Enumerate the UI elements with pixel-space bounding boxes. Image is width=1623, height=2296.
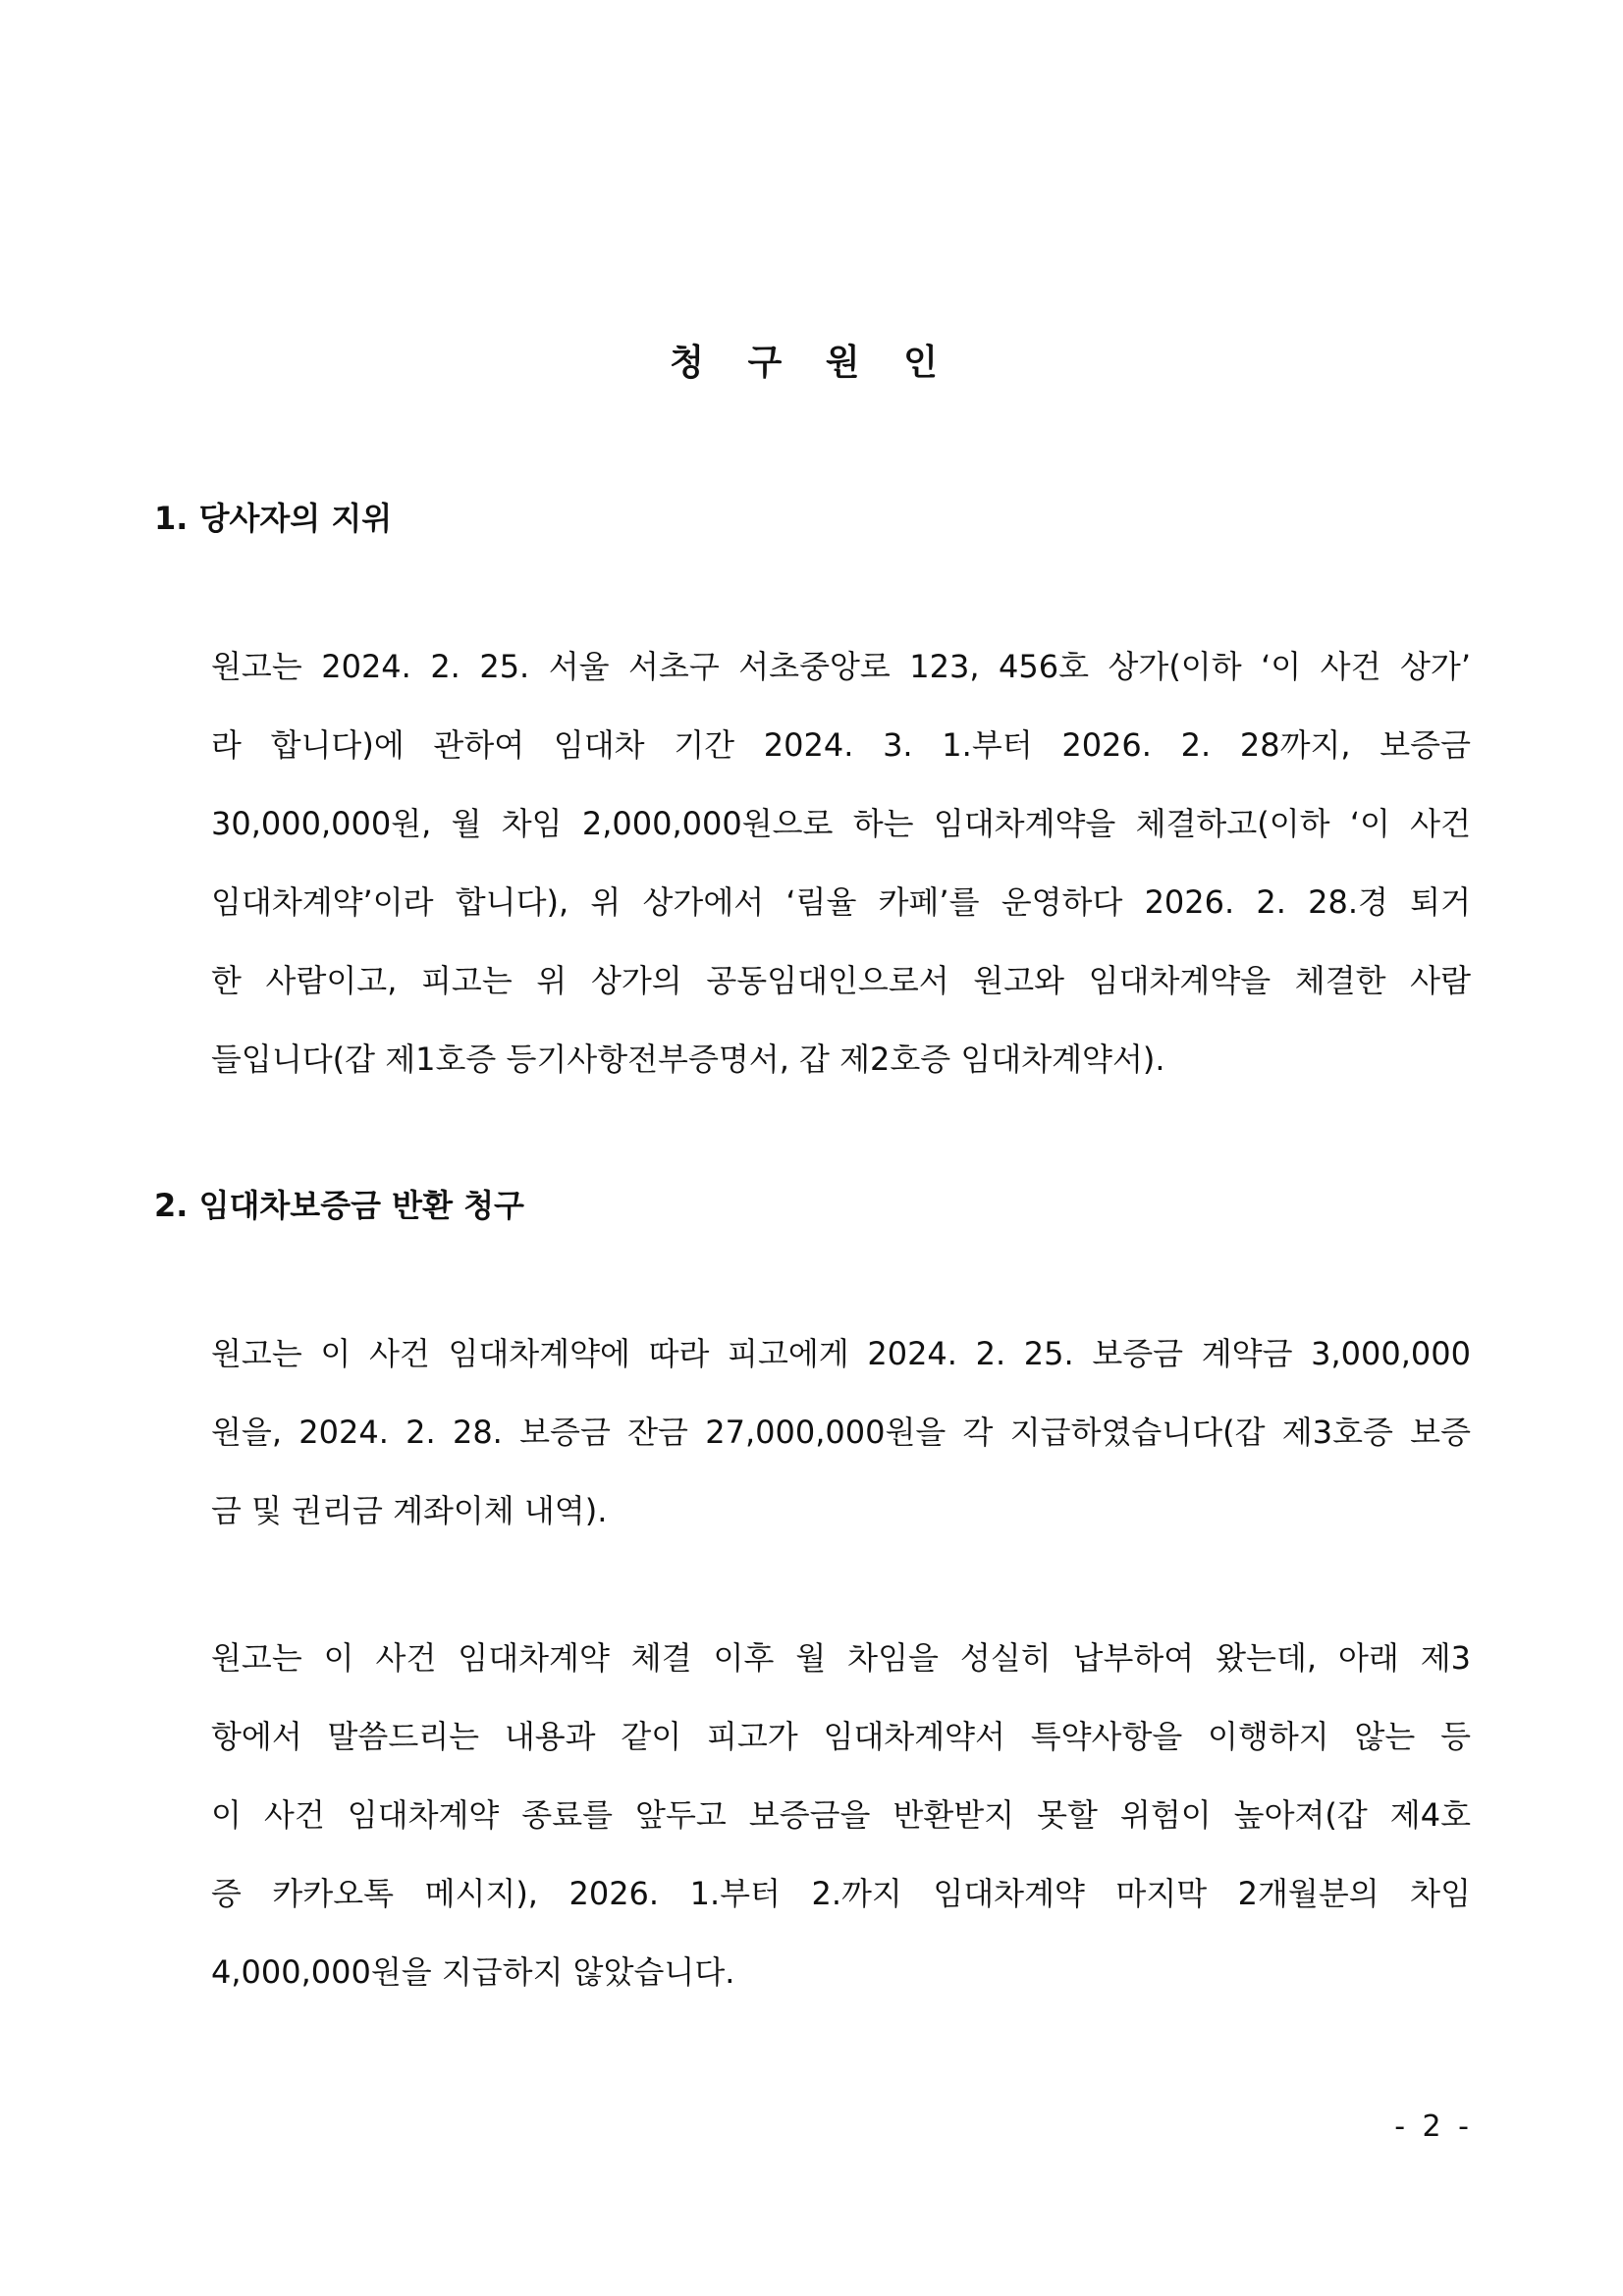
page-number: - 2 - [1394, 2109, 1473, 2144]
paragraph-line: 원고는 2024. 2. 25. 서울 서초구 서초중앙로 123, 456호 상가(이하 ‘이 사건 상가’ [211, 648, 1471, 685]
section-heading-parties: 1. 당사자의 지위 [154, 500, 393, 537]
paragraph-line: 이 사건 임대차계약 종료를 앞두고 보증금을 반환받지 못할 위험이 높아져(갑 제4호 [211, 1796, 1471, 1834]
paragraph-line: 한 사람이고, 피고는 위 상가의 공동임대인으로서 원고와 임대차계약을 체결한 사람 [211, 962, 1471, 999]
paragraph-line: 원고는 이 사건 임대차계약 체결 이후 월 차임을 성실히 납부하여 왔는데, 아래 제3 [211, 1639, 1471, 1677]
paragraph-line: 들입니다(갑 제1호증 등기사항전부증명서, 갑 제2호증 임대차계약서). [211, 1041, 1165, 1078]
paragraph-line: 라 합니다)에 관하여 임대차 기간 2024. 3. 1.부터 2026. 2. 28까지, 보증금 [211, 726, 1471, 764]
paragraph-line: 증 카카오톡 메시지), 2026. 1.부터 2.까지 임대차계약 마지막 2개월분의 차임 [211, 1875, 1471, 1912]
document-title: 청 구 원 인 [670, 343, 953, 383]
paragraph-line: 항에서 말씀드리는 내용과 같이 피고가 임대차계약서 특약사항을 이행하지 않는 등 [211, 1718, 1471, 1755]
paragraph-line: 금 및 권리금 계좌이체 내역). [211, 1492, 608, 1529]
paragraph-line: 30,000,000원, 월 차임 2,000,000원으로 하는 임대차계약을 체결하고(이하 ‘이 사건 [211, 805, 1471, 842]
paragraph-line: 4,000,000원을 지급하지 않았습니다. [211, 1953, 735, 1991]
section-heading-deposit-claim: 2. 임대차보증금 반환 청구 [154, 1187, 524, 1224]
paragraph-line: 임대차계약’이라 합니다), 위 상가에서 ‘림율 카페’를 운영하다 2026. 2. 28.경 퇴거 [211, 883, 1471, 921]
paragraph-line: 원고는 이 사건 임대차계약에 따라 피고에게 2024. 2. 25. 보증금 계약금 3,000,000 [211, 1335, 1471, 1372]
paragraph-line: 원을, 2024. 2. 28. 보증금 잔금 27,000,000원을 각 지급하였습니다(갑 제3호증 보증 [211, 1414, 1471, 1451]
